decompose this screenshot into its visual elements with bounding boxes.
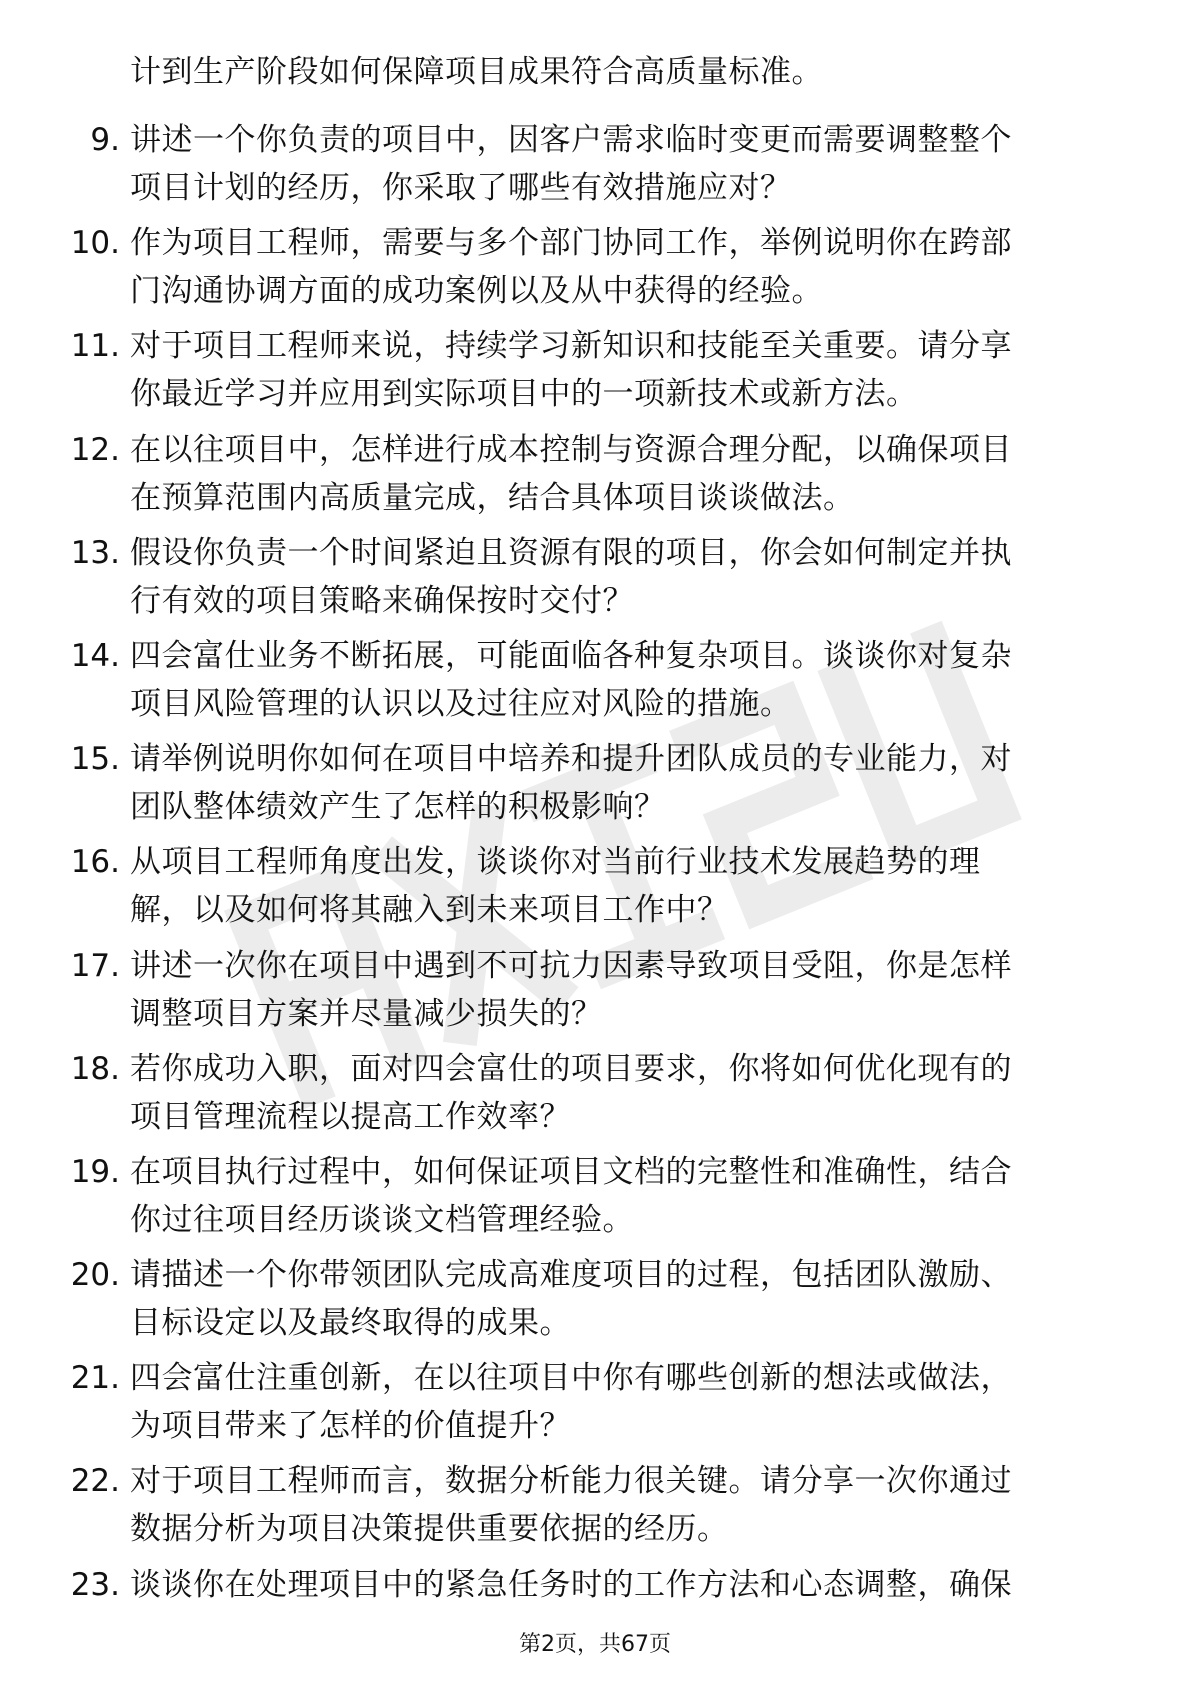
question-list: [0, 116, 1190, 1664]
question-number: 12.: [70, 431, 120, 468]
question-text: [130, 632, 1120, 728]
question-number: 17.: [70, 947, 120, 984]
question-text: [130, 1148, 1120, 1244]
question-item: [0, 1148, 1190, 1251]
question-text: [130, 529, 1120, 625]
question-line: 从项目工程师角度出发，谈谈你对当前行业技术发展趋势的理: [130, 844, 981, 881]
question-line: 讲述一个你负责的项目中，因客户需求临时变更而需要调整整个: [130, 122, 1012, 158]
question-number: 9.: [90, 122, 120, 158]
question-number: 21.: [70, 1360, 120, 1397]
question-line: 项目风险管理的认识以及过往应对风险的措施。: [130, 685, 792, 722]
question-line: 调整项目方案并尽量减少损失的？: [130, 995, 603, 1032]
question-item: [0, 1354, 1190, 1457]
question-line: 团队整体绩效产生了怎样的积极影响？: [130, 789, 666, 826]
question-number: 23.: [70, 1566, 120, 1603]
question-line: 行有效的项目策略来确保按时交付？: [130, 582, 634, 619]
question-text: [130, 322, 1120, 418]
question-item: [0, 426, 1190, 529]
question-line: 目标设定以及最终取得的成果。: [130, 1305, 571, 1342]
question-number: 15.: [70, 741, 120, 778]
question-line: 你过往项目经历谈谈文档管理经验。: [130, 1201, 634, 1238]
question-text: [130, 1251, 1120, 1347]
question-line: 项目管理流程以提高工作效率？: [130, 1098, 571, 1135]
question-text: [130, 116, 1120, 212]
question-line: 门沟通协调方面的成功案例以及从中获得的经验。: [130, 273, 823, 310]
question-line: 若你成功入职，面对四会富仕的项目要求，你将如何优化现有的: [130, 1050, 1012, 1087]
question-text: [130, 219, 1120, 315]
question-item: [0, 1045, 1190, 1148]
question-text: [130, 1045, 1120, 1141]
question-line: 讲述一次你在项目中遇到不可抗力因素导致项目受阻，你是怎样: [130, 947, 1012, 984]
continuation-text: 计到生产阶段如何保障项目成果符合高质量标准。: [130, 54, 823, 90]
question-text: [130, 1457, 1120, 1553]
question-line: 对于项目工程师而言，数据分析能力很关键。请分享一次你通过: [130, 1463, 1012, 1500]
question-item: [0, 838, 1190, 941]
question-line: 解，以及如何将其融入到未来项目工作中？: [130, 892, 729, 929]
question-line: 请描述一个你带领团队完成高难度项目的过程，包括团队激励、: [130, 1257, 1012, 1294]
question-item: [0, 942, 1190, 1045]
question-line: 数据分析为项目决策提供重要依据的经历。: [130, 1511, 729, 1548]
question-item: [0, 322, 1190, 425]
question-line: 请举例说明你如何在项目中培养和提升团队成员的专业能力，对: [130, 741, 1012, 778]
question-item: [0, 529, 1190, 632]
question-text: [130, 1561, 1120, 1609]
question-item: [0, 1457, 1190, 1560]
question-number: 16.: [70, 844, 120, 881]
question-line: 假设你负责一个时间紧迫且资源有限的项目，你会如何制定并执: [130, 534, 1012, 571]
question-number: 14.: [70, 637, 120, 674]
question-line: 对于项目工程师来说，持续学习新知识和技能至关重要。请分享: [130, 328, 1012, 365]
question-item: [0, 632, 1190, 735]
question-text: [130, 735, 1120, 831]
question-line: 作为项目工程师，需要与多个部门协同工作，举例说明你在跨部: [130, 225, 1012, 262]
question-number: 22.: [70, 1463, 120, 1500]
question-line: 项目计划的经历，你采取了哪些有效措施应对？: [130, 170, 792, 206]
question-line: 谈谈你在处理项目中的紧急任务时的工作方法和心态调整，确保: [130, 1566, 1012, 1603]
page-footer: 第2页，共67页: [519, 1632, 671, 1657]
question-line: 在预算范围内高质量完成，结合具体项目谈谈做法。: [130, 479, 855, 516]
question-line: 在以往项目中，怎样进行成本控制与资源合理分配，以确保项目: [130, 431, 1012, 468]
question-line: 为项目带来了怎样的价值提升？: [130, 1408, 571, 1445]
question-line: 你最近学习并应用到实际项目中的一项新技术或新方法。: [130, 376, 918, 413]
question-line: 在项目执行过程中，如何保证项目文档的完整性和准确性，结合: [130, 1153, 1012, 1190]
question-number: 11.: [70, 328, 120, 365]
question-text: [130, 838, 1120, 934]
question-number: 20.: [70, 1257, 120, 1294]
question-item: [0, 116, 1190, 219]
question-line: 四会富仕注重创新，在以往项目中你有哪些创新的想法或做法，: [130, 1360, 1012, 1397]
question-line: 四会富仕业务不断拓展，可能面临各种复杂项目。谈谈你对复杂: [130, 637, 1012, 674]
question-text: [130, 1354, 1120, 1450]
question-item: [0, 735, 1190, 838]
question-number: 19.: [70, 1153, 120, 1190]
question-number: 13.: [70, 534, 120, 571]
question-number: 10.: [70, 225, 120, 262]
question-item: [0, 1251, 1190, 1354]
question-text: [130, 426, 1120, 522]
question-text: [130, 942, 1120, 1038]
question-item: [0, 219, 1190, 322]
question-number: 18.: [70, 1050, 120, 1087]
